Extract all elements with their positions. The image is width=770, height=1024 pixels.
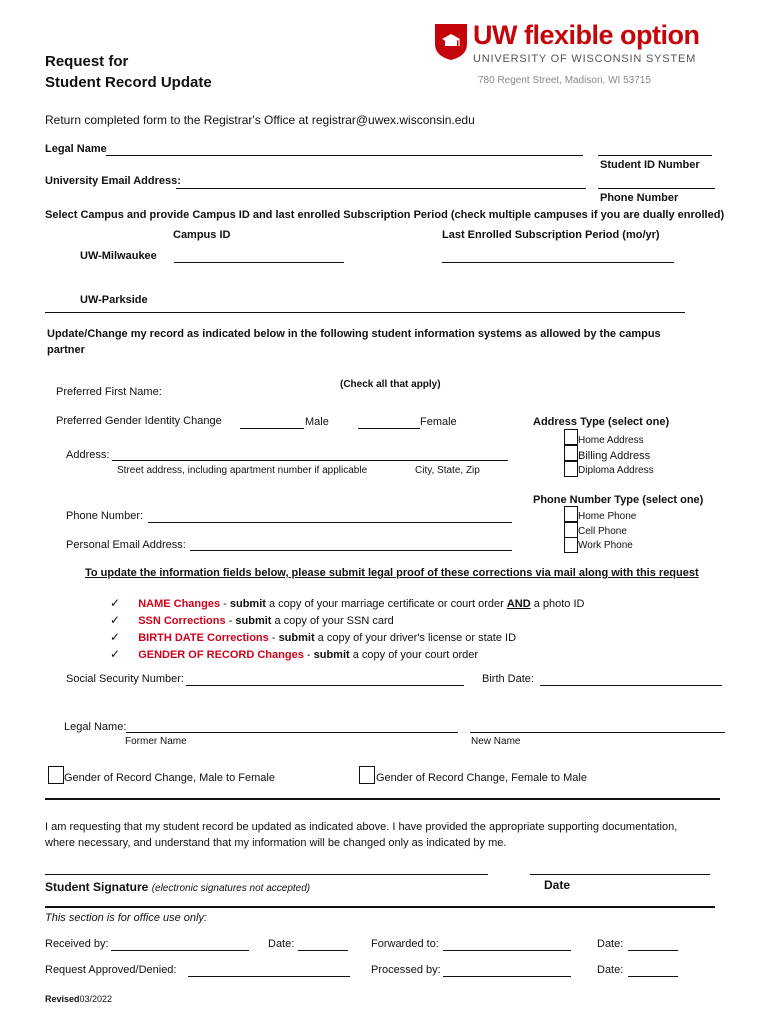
address-type-heading: Address Type (select one): [533, 416, 670, 428]
legal-name-change-label: Legal Name:: [64, 721, 127, 733]
student-id-field[interactable]: [598, 155, 712, 156]
signature-field[interactable]: [45, 874, 488, 875]
check-all-note: (Check all that apply): [340, 379, 441, 390]
logo-sub-text: UNIVERSITY OF WISCONSIN SYSTEM: [473, 53, 697, 65]
proof-label: GENDER OF RECORD Changes: [138, 649, 304, 661]
male-label: Male: [305, 416, 329, 428]
former-name-field[interactable]: [126, 732, 458, 733]
phone-number-field[interactable]: [148, 522, 512, 523]
list-item: ✓ BIRTH DATE Corrections - submit a copy of your driver's license or state ID: [110, 630, 517, 644]
email-field[interactable]: [176, 188, 586, 189]
diploma-address-label: Diploma Address: [578, 465, 654, 476]
forwarded-to-field[interactable]: [443, 950, 571, 951]
checkmark-icon: ✓: [110, 647, 121, 661]
approved-denied-field[interactable]: [188, 976, 350, 977]
new-name-hint: New Name: [471, 736, 521, 747]
phone-label: Phone Number: [600, 192, 679, 204]
cell-phone-label: Cell Phone: [578, 526, 627, 537]
proof-heading: To update the information fields below, please submit legal proof of these corrections via mail along with this request: [85, 567, 699, 579]
female-label: Female: [420, 416, 457, 428]
diploma-address-checkbox[interactable]: [564, 461, 578, 477]
list-item: ✓ NAME Changes - submit a copy of your marriage certificate or court order AND a photo ID: [110, 596, 585, 610]
city-hint: City, State, Zip: [415, 465, 480, 476]
preferred-first-name-label: Preferred First Name:: [56, 386, 162, 398]
update-intro-line1: Update/Change my record as indicated below in the following student information systems as allowed by the campus: [47, 328, 661, 340]
processed-by-label: Processed by:: [371, 964, 441, 976]
date-label-3: Date:: [597, 964, 624, 976]
campus-parkside-label: UW-Parkside: [80, 294, 148, 306]
address-label: Address:: [66, 449, 110, 461]
checkmark-icon: ✓: [110, 613, 121, 627]
home-phone-label: Home Phone: [578, 511, 637, 522]
processed-by-field[interactable]: [443, 976, 571, 977]
forwarded-to-label: Forwarded to:: [371, 938, 439, 950]
campus-instruction: Select Campus and provide Campus ID and last enrolled Subscription Period (check multiple campuses if you are dually enrolled): [45, 209, 725, 221]
student-id-label: Student ID Number: [600, 159, 700, 171]
work-phone-checkbox[interactable]: [564, 537, 578, 553]
date-label-2: Date:: [597, 938, 624, 950]
checkmark-icon: ✓: [110, 630, 121, 644]
home-phone-checkbox[interactable]: [564, 506, 578, 522]
home-address-label: Home Address: [578, 435, 644, 446]
gender-ftm-checkbox[interactable]: [359, 766, 375, 784]
proof-label: SSN Corrections: [138, 615, 226, 627]
phone-number-label: Phone Number:: [66, 510, 144, 522]
uw-crest-icon: [433, 22, 469, 62]
new-name-field[interactable]: [470, 732, 725, 733]
legal-name-field[interactable]: [106, 155, 583, 156]
birth-date-field[interactable]: [540, 685, 722, 686]
ssn-label: Social Security Number:: [66, 673, 184, 685]
received-by-label: Received by:: [45, 938, 109, 950]
personal-email-label: Personal Email Address:: [66, 539, 186, 551]
campus-id-heading: Campus ID: [173, 229, 231, 241]
list-item: ✓ SSN Corrections - submit a copy of your SSN card: [110, 613, 394, 627]
form-title-line2: Student Record Update: [45, 74, 212, 91]
office-heading: This section is for office use only:: [45, 912, 208, 924]
former-name-hint: Former Name: [125, 736, 187, 747]
gender-mtf-label: Gender of Record Change, Male to Female: [64, 772, 275, 784]
date-field-3[interactable]: [628, 976, 678, 977]
approved-denied-label: Request Approved/Denied:: [45, 964, 177, 976]
email-label: University Email Address:: [45, 175, 181, 187]
female-field[interactable]: [358, 428, 420, 429]
ssn-field[interactable]: [186, 685, 464, 686]
proof-list: [110, 595, 585, 663]
date-field-1[interactable]: [298, 950, 348, 951]
revision-note: Revised03/2022: [45, 994, 113, 1004]
billing-address-checkbox[interactable]: [564, 445, 578, 461]
birth-date-label: Birth Date:: [482, 673, 534, 685]
phone-type-heading: Phone Number Type (select one): [533, 494, 704, 506]
address-field[interactable]: [112, 460, 508, 461]
logo-main-text: UW flexible option: [473, 20, 700, 50]
parkside-divider: [45, 312, 685, 313]
period-heading: Last Enrolled Subscription Period (mo/yr): [442, 229, 660, 241]
legal-name-label: Legal Name: [45, 143, 107, 155]
work-phone-label: Work Phone: [578, 540, 633, 551]
office-divider: [45, 906, 715, 908]
section-divider: [45, 798, 720, 800]
certification-line2: where necessary, and understand that my information will be changed only as indicated by me.: [45, 837, 507, 849]
phone-field[interactable]: [598, 188, 715, 189]
list-item: ✓ GENDER OF RECORD Changes - submit a copy of your court order: [110, 647, 479, 661]
date-label-1: Date:: [268, 938, 295, 950]
cell-phone-checkbox[interactable]: [564, 522, 578, 538]
checkmark-icon: ✓: [110, 596, 121, 610]
header-address: 780 Regent Street, Madison, WI 53715: [478, 75, 651, 86]
signature-date-label: Date: [544, 878, 571, 892]
instructions-text: Return completed form to the Registrar's Office at registrar@uwex.wisconsin.edu: [45, 113, 475, 127]
form-title-line1: Request for: [45, 53, 129, 70]
proof-label: BIRTH DATE Corrections: [138, 632, 269, 644]
uw-logo: [433, 22, 733, 82]
gender-ftm-label: Gender of Record Change, Female to Male: [376, 772, 587, 784]
update-intro-line2: partner: [47, 344, 85, 356]
received-by-field[interactable]: [111, 950, 249, 951]
proof-label: NAME Changes: [138, 598, 221, 610]
gender-mtf-checkbox[interactable]: [48, 766, 64, 784]
gender-identity-label: Preferred Gender Identity Change: [56, 415, 222, 427]
male-field[interactable]: [240, 428, 304, 429]
milwaukee-campus-id-field[interactable]: [174, 262, 344, 263]
personal-email-field[interactable]: [190, 550, 512, 551]
signature-date-field[interactable]: [530, 874, 710, 875]
billing-address-label: Billing Address: [578, 450, 651, 462]
home-address-checkbox[interactable]: [564, 429, 578, 445]
certification-line1: I am requesting that my student record be updated as indicated above. I have provided the appropriate supporting documentation,: [45, 821, 678, 833]
campus-milwaukee-label: UW-Milwaukee: [80, 250, 157, 262]
milwaukee-period-field[interactable]: [442, 262, 674, 263]
date-field-2[interactable]: [628, 950, 678, 951]
street-hint: Street address, including apartment number if applicable: [117, 465, 368, 476]
signature-label: Student Signature (electronic signatures not accepted): [45, 880, 311, 894]
